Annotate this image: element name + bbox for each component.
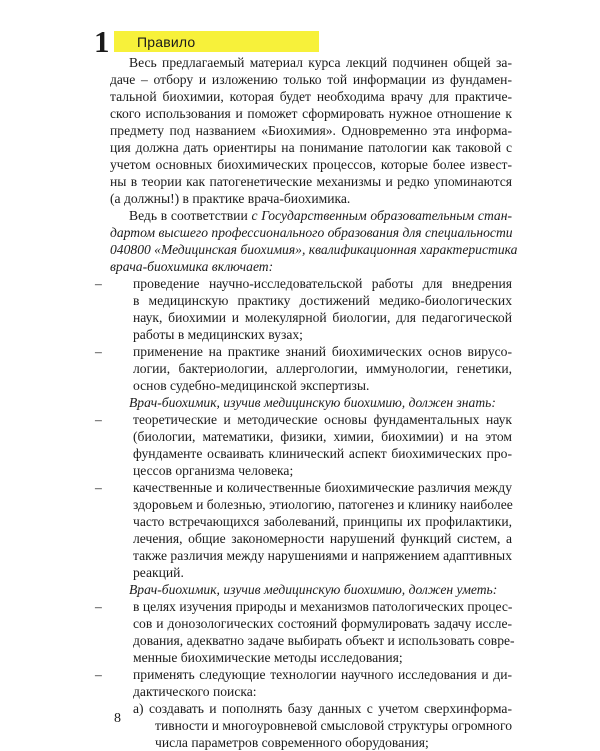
list-item-cont: дактического поиска:: [133, 684, 257, 699]
dash-bullet: –: [95, 276, 102, 291]
list-item-cont: основ судебно-медицинской экспертизы.: [133, 378, 370, 393]
sub-item-cont: числа параметров современного оборудования;: [155, 735, 429, 750]
text-run: проведение научно-исследовательской работы для внедрения: [133, 276, 512, 291]
text-line: [110, 207, 512, 224]
italic-run: с Государственным образовательным стан-: [251, 208, 512, 223]
text-line: [110, 241, 518, 258]
text-line: ны в теории как патогенетические механизмы и редко упоминаются: [110, 174, 512, 189]
chapter-label: Правило: [137, 34, 196, 50]
text-run: Ведь в соответствии: [129, 208, 248, 223]
text-line: [110, 224, 512, 241]
text-line: предмету под названием «Биохимия». Одновременно эта информа-: [110, 123, 512, 138]
sub-item-cont: тивности и многоуровневой смысловой структуры огромного: [155, 718, 512, 733]
list-item: [95, 343, 512, 360]
dash-bullet: –: [95, 412, 102, 427]
italic-run: Врач-биохимик, изучив медицинскую биохимию, должен уметь:: [129, 582, 498, 597]
list-item-cont: также различия между нарушениями и напряжением адаптивных: [133, 548, 512, 563]
italic-run: врача-биохимика включает:: [110, 259, 274, 274]
dash-bullet: –: [95, 480, 102, 495]
list-item-cont: цессов организма человека;: [133, 463, 294, 478]
text-line: Весь предлагаемый материал курса лекций подчинен общей за-: [129, 55, 512, 70]
page-body: [95, 54, 518, 751]
text-run: применение на практике знаний биохимических основ вирусо-: [133, 344, 512, 359]
list-item-cont: реакций.: [133, 565, 184, 580]
dash-bullet: –: [95, 599, 102, 614]
text-run: качественные и количественные биохимические различия между: [133, 480, 512, 495]
text-line: [110, 394, 512, 411]
text-line: даче – отбору и изложению только той информации из фундамен-: [110, 72, 512, 87]
italic-run: 040800 «Медицинская биохимия», квалификационная характеристика: [110, 242, 518, 257]
list-item-cont: работы в медицинских вузах;: [133, 327, 303, 342]
list-item-cont: дования, адекватно задаче выбирать объект и использовать совре-: [133, 633, 515, 648]
list-item-cont: логии, бактериологии, аллергологии, иммунологии, генетики,: [133, 361, 512, 376]
sub-item: а) создавать и пополнять базу данных с учетом сверхинформа-: [133, 701, 512, 716]
text-run: применять следующие технологии научного исследования и ди-: [133, 667, 512, 682]
italic-run: Врач-биохимик, изучив медицинскую биохимию, должен знать:: [129, 395, 496, 410]
text-line: ция должна дать ориентиры на понимание патологии как таковой с: [110, 140, 512, 155]
dash-bullet: –: [95, 344, 102, 359]
dash-bullet: –: [95, 667, 102, 682]
text-line: [110, 581, 512, 598]
list-item-cont: лечения, общие закономерности нарушений функций систем, а: [133, 531, 512, 546]
list-item-cont: фундаменте осваивать клинический аспект биохимических про-: [133, 446, 512, 461]
text-run: теоретические и методические основы фундаментальных наук: [133, 412, 512, 427]
list-item-cont: часто встречающихся заболеваний, принципы их профилактики,: [133, 514, 512, 529]
list-item-cont: менные биохимические методы исследования;: [133, 650, 403, 665]
text-line: [110, 258, 512, 275]
list-item: [95, 666, 512, 683]
list-item: [95, 598, 513, 615]
list-item-cont: здоровьем и болезнью, этиологию, патогенез и клинику наиболее: [133, 497, 513, 512]
italic-run: дартом высшего профессионального образования для специальности: [110, 225, 513, 240]
list-item-cont: в медицинскую практику достижений медико-биологических: [133, 293, 512, 308]
list-item: [95, 411, 512, 428]
list-item-cont: наук, биохимии и молекулярной биологии, для педагогической: [133, 310, 512, 325]
list-item-cont: сов и донозологических состояний формулировать задачу иссле-: [133, 616, 512, 631]
list-item: [95, 275, 512, 292]
list-item-cont: (биологии, математики, физики, химии, биохимии) и на этом: [133, 429, 512, 444]
text-line: учетом основных биохимических процессов, которые более извест-: [110, 157, 512, 172]
text-line: (а должны!) в практике врача-биохимика.: [110, 191, 351, 206]
text-line: ского использования и поможет сформировать нужное отношение к: [110, 106, 512, 121]
list-item: [95, 479, 512, 496]
page-number: 8: [114, 711, 121, 726]
text-line: тальной биохимии, которая будет необходима врачу для практиче-: [110, 89, 512, 104]
text-run: в целях изучения природы и механизмов патологических процес-: [133, 599, 513, 614]
chapter-number: 1: [94, 24, 110, 59]
